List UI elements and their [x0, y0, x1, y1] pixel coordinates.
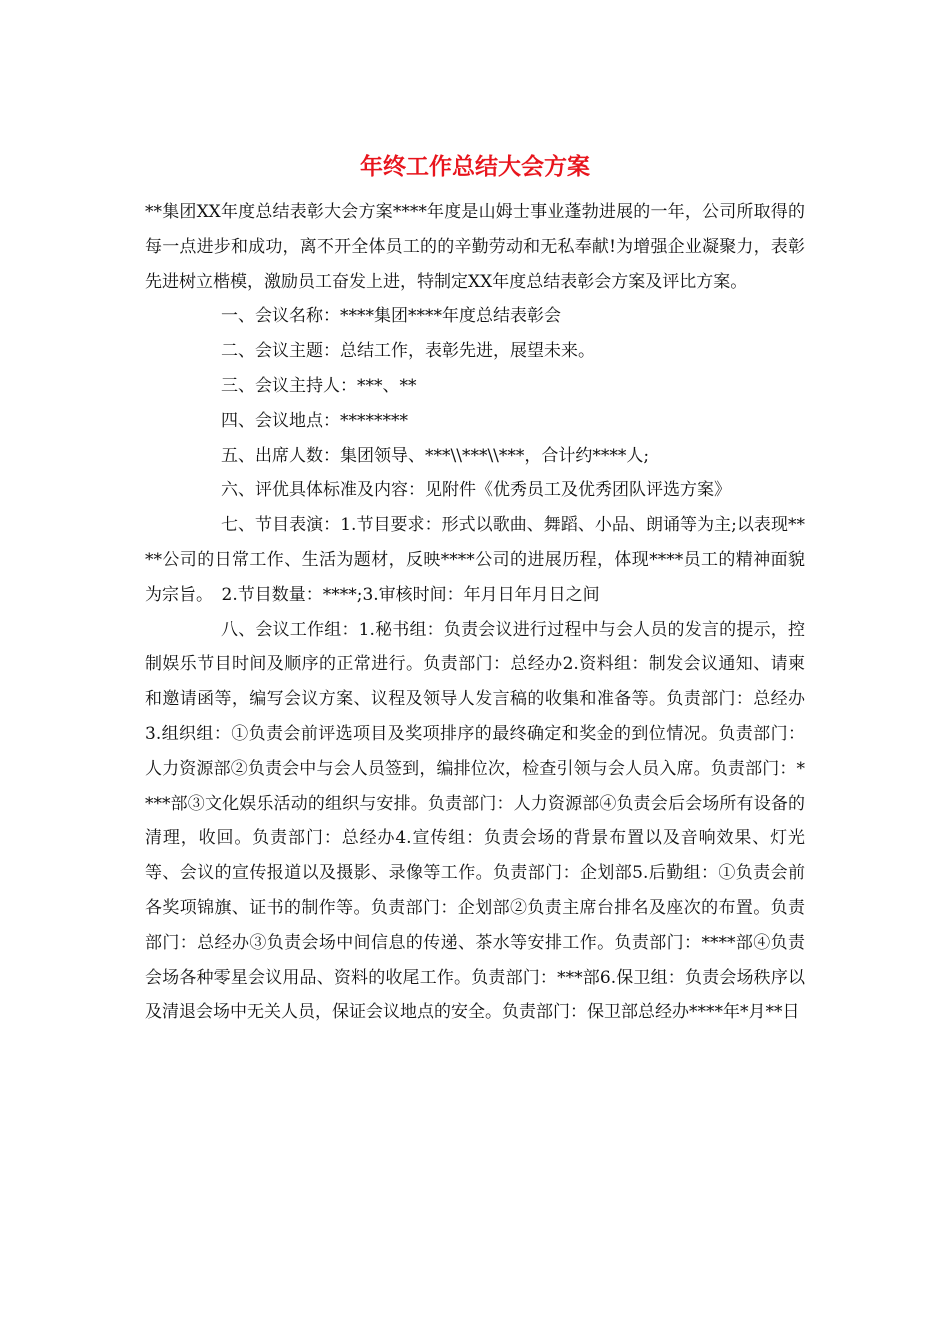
section-evaluation-criteria: 六、评优具体标准及内容：见附件《优秀员工及优秀团队评选方案》 — [221, 480, 731, 501]
section-meeting-host: 三、会议主持人：***、** — [221, 375, 417, 396]
section-meeting-location: 四、会议地点：******** — [221, 410, 408, 431]
document-title: 年终工作总结大会方案 — [360, 153, 590, 180]
section-attendees: 五、出席人数：集团领导、***\\***\\***，合计约****人; — [221, 445, 650, 466]
section-working-groups: 八、会议工作组：1.秘书组：负责会议进行过程中与会人员的发言的提示，控制娱乐节目时间及顺序的正常进行。负责部门：总经办2.资料组：制发会议通知、请柬和邀请函等，编写会议方案、议程及领导人发言稿的收集和准备等。负责部门：总经办3.组织组：①负责会前评选项目及奖项排序的最终确定和奖金的到位情况。负责部门：人力资源部②负责会中与会人员签到，编排位次，检查引领与会人员入席。负责部门：****部③文化娱乐活动的组织与安排。负责部门：人力资源部④负责会后会场所有设备的清理，收回。负责部门：总经办4.宣传组：负责会场的背景布置以及音响效果、灯光等、会议的宣传报道以及摄影、录像等工作。负责部门：企划部5.后勤组：①负责会前各奖项锦旗、证书的制作等。负责部门：企划部②负责主席台排名及座次的布置。负责部门：总经办③负责会场中间信息的传递、茶水等安排工作。负责部门：****部④负责会场各种零星会议用品、资料的收尾工作。负责部门：***部6.保卫组：负责会场秩序以及清退会场中无关人员，保证会议地点的安全。负责部门：保卫部总经办****年*月**日 — [145, 619, 805, 1023]
section-meeting-theme: 二、会议主题：总结工作，表彰先进，展望未来。 — [221, 341, 595, 362]
intro-paragraph: **集团XX年度总结表彰大会方案****年度是山姆士事业蓬勃进展的一年，公司所取得的每一点进步和成功，离不开全体员工的的辛勤劳动和无私奉献!为增强企业凝聚力，表彰先进树立楷模，激励员工奋发上进，特制定XX年度总结表彰会方案及评比方案。 — [145, 202, 805, 292]
section-meeting-name: 一、会议名称：****集团****年度总结表彰会 — [221, 306, 561, 327]
section-performances: 七、节目表演：1.节目要求：形式以歌曲、舞蹈、小品、朗诵等为主;以表现****公司的日常工作、生活为题材，反映****公司的进展历程，体现****员工的精神面貌为宗旨。 2.节目数量：****;3.审核时间：年月日年月日之间 — [145, 515, 805, 605]
document-body — [145, 195, 805, 1030]
